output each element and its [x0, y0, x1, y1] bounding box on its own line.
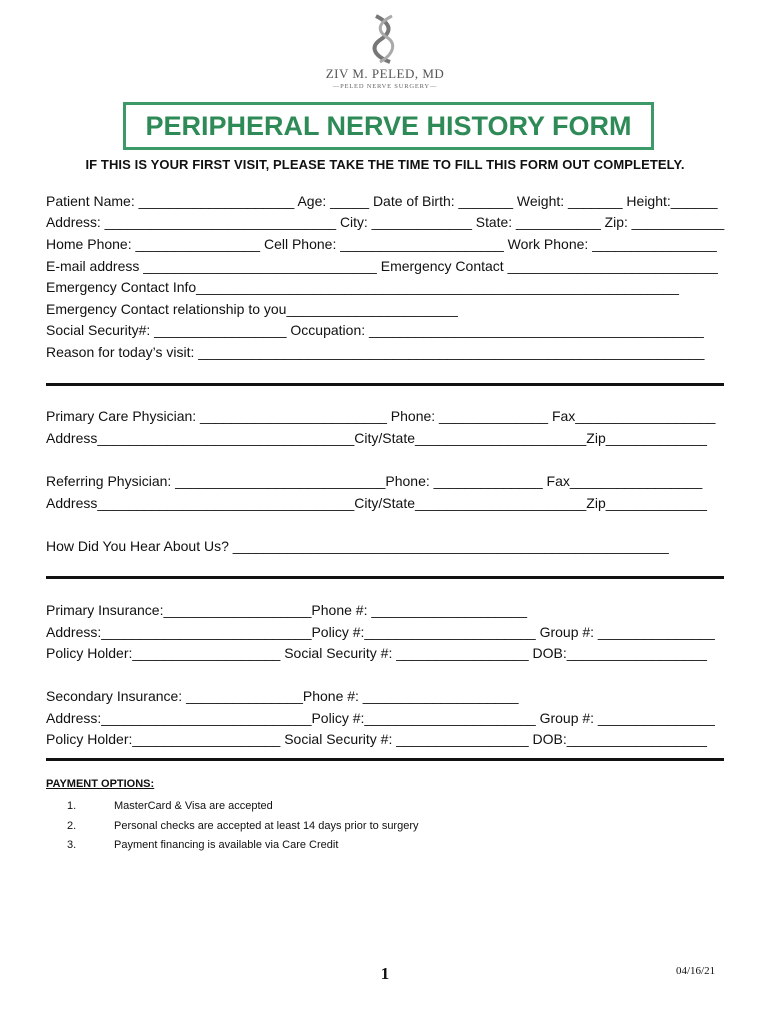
secondary-insurance-line[interactable]: Secondary Insurance: _______________Phone #: ____________________: [46, 688, 519, 704]
reason-line[interactable]: Reason for today’s visit: _________________________________________________________________: [46, 344, 705, 360]
dna-helix-logo-icon: [370, 14, 400, 64]
instruction-text: IF THIS IS YOUR FIRST VISIT, PLEASE TAKE THE TIME TO FILL THIS FORM OUT COMPLETELY.: [85, 157, 685, 172]
revision-date: 04/16/21: [676, 965, 716, 977]
primary-physician-line[interactable]: Primary Care Physician: ________________________ Phone: ______________ Fax__________________: [46, 408, 716, 424]
section-divider: [46, 758, 724, 761]
address-line[interactable]: Address: ______________________________ City: _____________ State: ___________ Zip: ____________: [46, 214, 725, 230]
ssn-occupation-line[interactable]: Social Security#: _________________ Occupation: ___________________________________________: [46, 322, 704, 338]
primary-policy-holder-line[interactable]: Policy Holder:___________________ Social Security #: _________________ DOB:__________________: [46, 645, 707, 661]
logo-subtitle: —PELED NERVE SURGERY—: [332, 83, 438, 90]
payment-option-text: MasterCard & Visa are accepted: [114, 800, 273, 812]
practice-logo: [0, 14, 770, 90]
patient-name-line[interactable]: Patient Name: ____________________ Age: _____ Date of Birth: _______ Weight: _______ Height:______: [46, 193, 718, 209]
payment-option-number: 3.: [67, 839, 77, 851]
referral-source-line[interactable]: How Did You Hear About Us? ________________________________________________________: [46, 538, 669, 554]
payment-options-heading: PAYMENT OPTIONS:: [46, 778, 155, 790]
emergency-info-line[interactable]: Emergency Contact Info______________________________________________________________: [46, 279, 679, 295]
primary-physician-address-line[interactable]: Address_________________________________City/State______________________Zip_____________: [46, 430, 707, 446]
secondary-insurance-address-line[interactable]: Address:___________________________Policy #:______________________ Group #: _______________: [46, 710, 715, 726]
payment-option-number: 1.: [67, 800, 77, 812]
section-divider: [46, 576, 724, 579]
secondary-policy-holder-line[interactable]: Policy Holder:___________________ Social Security #: _________________ DOB:__________________: [46, 731, 707, 747]
payment-option-text: Personal checks are accepted at least 14 days prior to surgery: [114, 820, 419, 832]
payment-option-number: 2.: [67, 820, 77, 832]
referring-physician-line[interactable]: Referring Physician: ___________________________Phone: ______________ Fax_________________: [46, 473, 703, 489]
emergency-relationship-line[interactable]: Emergency Contact relationship to you______________________: [46, 301, 458, 317]
email-line[interactable]: E-mail address ______________________________ Emergency Contact ___________________________: [46, 258, 718, 274]
section-divider: [46, 383, 724, 386]
payment-option-text: Payment financing is available via Care Credit: [114, 839, 339, 851]
primary-insurance-line[interactable]: Primary Insurance:___________________Phone #: ____________________: [46, 602, 528, 618]
primary-insurance-address-line[interactable]: Address:___________________________Policy #:______________________ Group #: _______________: [46, 624, 715, 640]
page-number: 1: [380, 964, 390, 983]
form-title-box: [123, 102, 654, 150]
logo-name: ZIV M. PELED, MD: [325, 66, 445, 81]
referring-physician-address-line[interactable]: Address_________________________________City/State______________________Zip_____________: [46, 495, 707, 511]
form-title: PERIPHERAL NERVE HISTORY FORM: [145, 110, 632, 141]
phone-line[interactable]: Home Phone: ________________ Cell Phone: _____________________ Work Phone: ________________: [46, 236, 717, 252]
